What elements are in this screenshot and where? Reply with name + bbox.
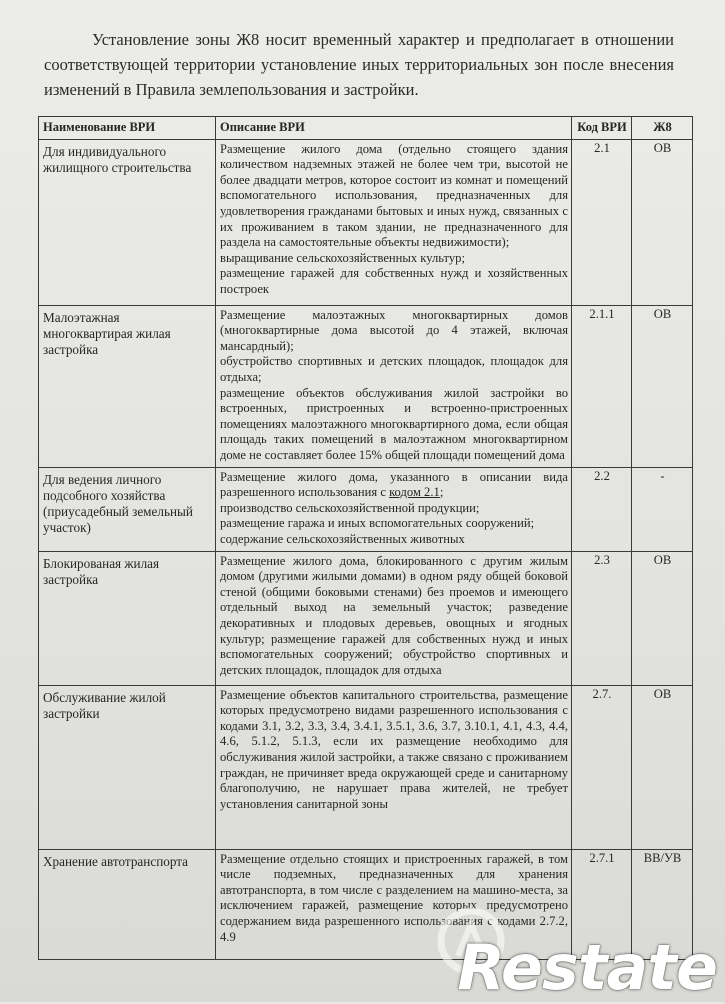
description-text: Размещение жилого дома, указанного в описании вида разрешенного использования с <box>220 469 568 500</box>
vri-description-cell <box>216 305 572 467</box>
description-line <box>220 470 568 501</box>
vri-name-cell: Хранение автотранспорта <box>39 849 216 959</box>
vri-name-cell: Для индивидуального жилищного строительства <box>39 139 216 305</box>
description-line: Размещение отдельно стоящих и пристроенных гаражей, в том числе подземных, предназначенных для хранения автотранспорта, в том числе с разделением на машино-места, за исключением гаражей, размещение которых предусмотрено содержанием вида разрешенного использования с кодами 2.7.2, 4.9 <box>220 851 568 944</box>
watermark-logo: Restate <box>457 931 717 1004</box>
vri-name-cell: Для ведения личного подсобного хозяйства (приусадебный земельный участок) <box>39 467 216 551</box>
description-line: Размещение объектов капитального строительства, размещение которых предусмотрено видами разрешенного использования с кодами 3.1, 3.2, 3.3, 3.4, 3.4.1, 3.5.1, 3.6, 3.7, 3.10.1, 4.1, 4.3, 4.4, 4.6, 5.1.2, 5.1.3, если их размещение необходимо для обслуживания жилой застройки, а также связано с проживанием граждан, не причиняет вреда окружающей среде и санитарному благополучию, не нарушает права жителей, не требует установления санитарной зоны <box>220 687 568 811</box>
table-row <box>39 139 693 305</box>
vri-code-cell: 2.1.1 <box>572 305 632 467</box>
header-vri-code: Код ВРИ <box>572 117 632 140</box>
zone-value-cell: ОВ <box>632 551 693 685</box>
description-text: ; <box>439 485 444 500</box>
zone-value-cell: ОВ <box>632 305 693 467</box>
table-row <box>39 685 693 849</box>
vri-code-cell: 2.7.1 <box>572 849 632 959</box>
vri-code-cell: 2.7. <box>572 685 632 849</box>
description-line: Размещение малоэтажных многоквартирных домов (многоквартирные дома высотой до 4 этажей, включая мансардный); <box>220 307 568 353</box>
header-vri-name: Наименование ВРИ <box>39 117 216 140</box>
header-vri-description: Описание ВРИ <box>216 117 572 140</box>
table-row <box>39 467 693 551</box>
description-line: размещение гаражей для собственных нужд и хозяйственных построек <box>220 266 568 296</box>
description-line: Размещение жилого дома, блокированного с другим жилым домом (другими жилыми домами) в одном ряду общей боковой стеной (общими боковыми стенами) без проемов и имеющего отдельный выход на земельный участок; разведение декоративных и плодовых деревьев, овощных и ягодных культур; размещение гаражей для собственных нужд и иных вспомогательных сооружений; обустройство спортивных и детских площадок, площадок для отдыха <box>220 553 568 677</box>
description-line: содержание сельскохозяйственных животных <box>220 531 465 546</box>
vri-description-cell <box>216 467 572 551</box>
description-line: производство сельскохозяйственной продукции; <box>220 500 480 515</box>
description-line: выращивание сельскохозяйственных культур; <box>220 250 465 265</box>
vri-description-cell <box>216 685 572 849</box>
zone-value-cell: ОВ <box>632 139 693 305</box>
description-line: размещение объектов обслуживания жилой застройки во встроенных, пристроенных и встроенно-пристроенных помещениях малоэтажного многоквартирного дома, если общая площадь таких помещений в малоэтажном многоквартирном доме не составляет более 15% общей площади помещений дома <box>220 385 568 462</box>
description-line: размещение гаража и иных вспомогательных сооружений; <box>220 516 535 531</box>
vri-name-cell: Блокированая жилая застройка <box>39 551 216 685</box>
intro-paragraph: Установление зоны Ж8 носит временный характер и предполагает в отношении соответствующей территории установление иных территориальных зон после внесения изменений в Правила землепользования и застройки. <box>44 29 674 99</box>
description-line: Размещение жилого дома (отдельно стоящего здания количеством надземных этажей не более чем три, высотой не более двадцати метров, которое состоит из комнат и помещений вспомогательного использования, предназначенных для удовлетворения гражданами бытовых и иных нужд, связанных с их проживанием в таком здании, не предназначенного для раздела на самостоятельные объекты недвижимости); <box>220 141 568 250</box>
description-line: обустройство спортивных и детских площадок, площадок для отдыха; <box>220 354 568 384</box>
vri-name-cell: Малоэтажная многоквартирая жилая застройка <box>39 305 216 467</box>
table-row <box>39 551 693 685</box>
table-row <box>39 305 693 467</box>
vri-table <box>38 116 693 960</box>
zone-value-cell: ВВ/УВ <box>632 849 693 959</box>
code-2-1-link[interactable]: кодом 2.1 <box>389 485 440 500</box>
vri-name-cell: Обслуживание жилой застройки <box>39 685 216 849</box>
vri-description-cell <box>216 139 572 305</box>
vri-code-cell: 2.2 <box>572 467 632 551</box>
vri-code-cell: 2.1 <box>572 139 632 305</box>
vri-code-cell: 2.3 <box>572 551 632 685</box>
vri-description-cell <box>216 551 572 685</box>
zone-value-cell: ОВ <box>632 685 693 849</box>
zone-value-cell: - <box>632 467 693 551</box>
table-header-row <box>39 117 693 140</box>
header-zone-zh8: Ж8 <box>632 117 693 140</box>
